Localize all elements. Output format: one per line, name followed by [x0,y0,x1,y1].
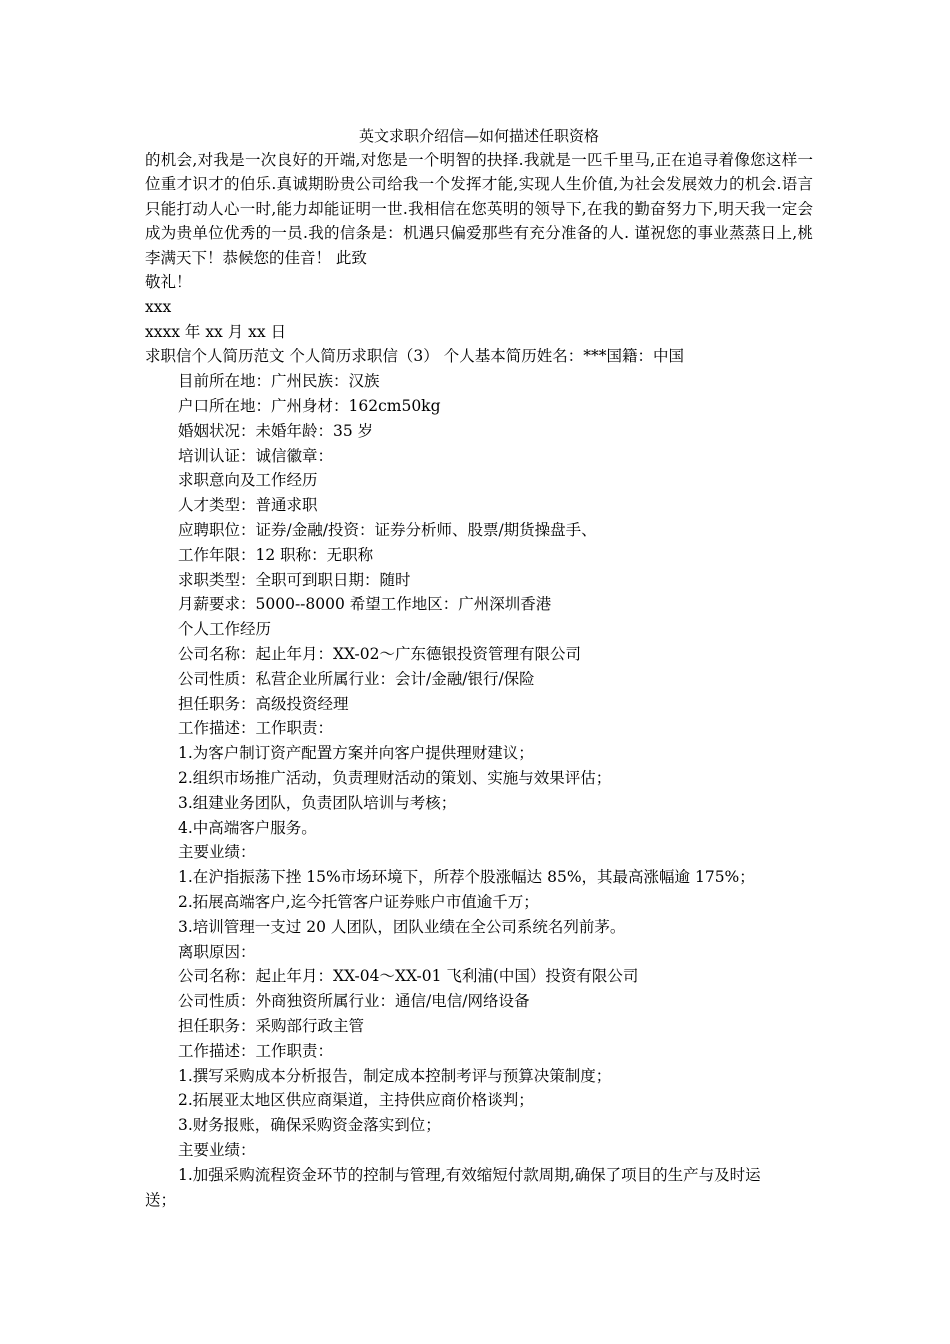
duty-item: 2.组织市场推广活动，负责理财活动的策划、实施与效果评估； [178,768,612,787]
resume-line: 工作年限：12 职称：无职称 [178,545,374,564]
duty-item: 3.财务报账，确保采购资金落实到位； [178,1116,441,1135]
achievement-item: 3.培训管理一支过 20 人团队，团队业绩在全公司系统名列前茅。 [178,917,626,936]
resume-line: 主要业绩： [178,1140,256,1159]
letter-paragraph: 的机会,对我是一次良好的开端,对您是一个明智的抉择.我就是一匹千里马,正在追寻着像您这样一位重才识才的伯乐.真诚期盼贵公司给我一个发挥才能,实现人生价值,为社会发展效力的机会.语言只能打动人心一时,能力却能证明一世.我相信在您英明的领导下,在我的勤奋努力下,明天我一定会成为贵单位优秀的一员.我的信条是：机遇只偏爱那些有充分准备的人. 谨祝您的事业蒸蒸日上,桃李满天下！恭候您的佳音！ 此致 [145,151,813,267]
resume-line: 公司名称：起止年月：XX-02～广东德银投资管理有限公司 [178,644,581,663]
document-body [145,124,813,1212]
resume-line: 担任职务：采购部行政主管 [178,1016,365,1035]
resume-line: 工作描述：工作职责： [178,719,334,738]
resume-line: 培训认证：诚信徽章： [178,446,334,465]
duty-item: 4.中高端客户服务。 [178,818,317,837]
achievement-item: 1.在沪指振荡下挫 15%市场环境下，所荐个股涨幅达 85%，其最高涨幅逾 175%； [178,868,755,887]
resume-line: 应聘职位：证券/金融/投资：证券分析师、股票/期货操盘手、 [178,521,597,539]
resume-line: 户口所在地：广州身材：162cm50kg [178,397,441,416]
letter-date: xxxx 年 xx 月 xx 日 [145,322,287,341]
resume-line: 人才类型：普通求职 [178,496,318,515]
resume-line: 公司性质：私营企业所属行业：会计/金融/银行/保险 [178,669,535,688]
resume-line: 公司名称：起止年月：XX-04～XX-01 飞利浦(中国）投资有限公司 [178,967,639,986]
duty-item: 1.撰写采购成本分析报告，制定成本控制考评与预算决策制度； [178,1066,612,1085]
duty-item: 3.组建业务团队，负责团队培训与考核； [178,793,457,812]
resume-line: 工作描述：工作职责： [178,1041,334,1060]
resume-line: 担任职务：高级投资经理 [178,694,349,713]
achievement-item: 2.拓展高端客户,迄今托管客户证券账户市值逾千万； [178,892,539,911]
resume-line: 求职类型：全职可到职日期：随时 [178,570,411,589]
section-heading: 求职意向及工作经历 [178,471,318,490]
duty-item: 2.拓展亚太地区供应商渠道，主持供应商价格谈判； [178,1091,534,1110]
resume-line: 离职原因： [178,942,256,961]
resume-line: 目前所在地：广州民族：汉族 [178,372,380,391]
resume-line: 婚姻状况：未婚年龄：35 岁 [178,421,374,440]
resume-line: 公司性质：外商独资所属行业：通信/电信/网络设备 [178,992,530,1011]
document-title: 英文求职介绍信—如何描述任职资格 [358,127,599,145]
duty-item: 1.为客户制订资产配置方案并向客户提供理财建议； [178,744,534,763]
resume-line: 主要业绩： [178,843,256,862]
resume-intro: 求职信个人简历范文 个人简历求职信（3） 个人基本简历姓名：***国籍：中国 [145,347,684,366]
resume-line: 月薪要求：5000--8000 希望工作地区：广州深圳香港 [178,595,552,614]
achievement-item-continuation: 送； [145,1190,177,1209]
letter-signature: xxx [145,297,172,316]
achievement-item: 1.加强采购流程资金环节的控制与管理,有效缩短付款周期,确保了项目的生产与及时运 [178,1165,761,1184]
section-heading: 个人工作经历 [178,620,272,639]
letter-closing: 敬礼！ [145,273,192,292]
